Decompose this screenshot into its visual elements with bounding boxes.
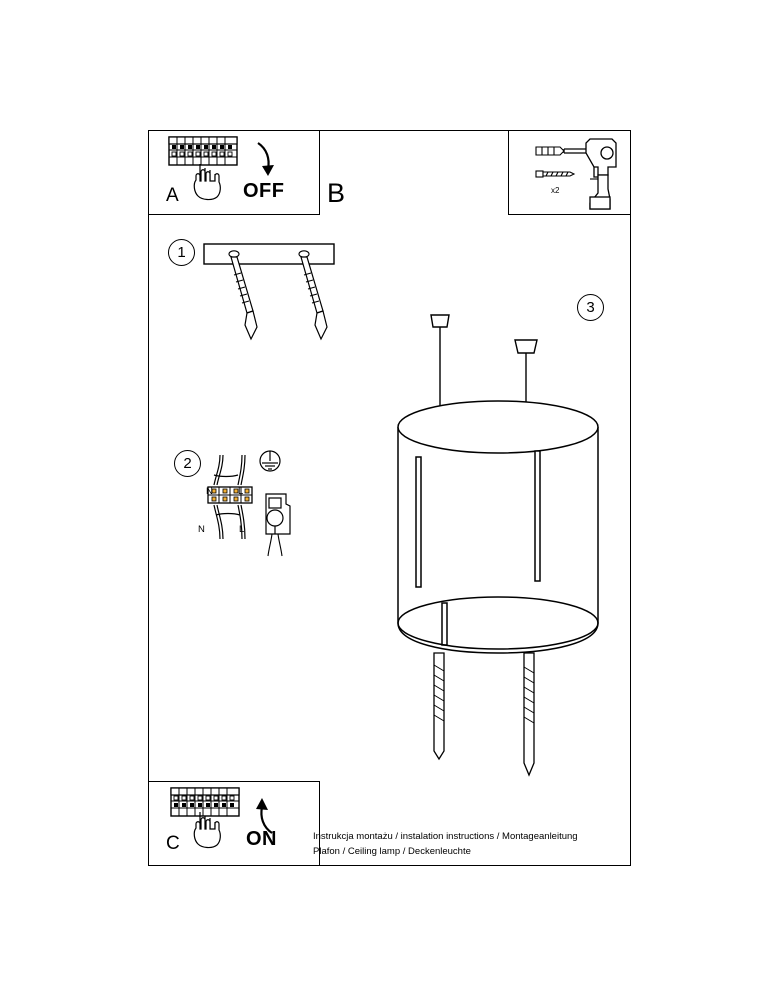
hand-icon-c [186, 810, 234, 852]
panel-a-state-label: OFF [243, 180, 285, 202]
arrow-down-curve-a [252, 140, 280, 180]
panel-a-letter: A [166, 185, 179, 206]
hand-icon-a [186, 162, 234, 204]
terminal-label-l-bottom: L [239, 524, 245, 535]
terminal-label-n-top: N [206, 486, 213, 497]
drill-and-wallplug-icon [524, 137, 626, 211]
footer-line-1: Instrukcja montażu / instalation instructions / Montageanleitung [313, 831, 578, 842]
cylinder-lamp-mounting-icon [385, 305, 625, 785]
step-1-number: 1 [177, 244, 186, 261]
lamp-socket-icon [256, 492, 296, 558]
panel-c-letter: C [166, 833, 180, 854]
step-2-number: 2 [183, 455, 192, 472]
footer-line-2: Plafon / Ceiling lamp / Deckenleuchte [313, 846, 471, 857]
drill-quantity-label: x2 [551, 186, 560, 195]
mounting-bracket-icon [203, 243, 368, 363]
step-3-number: 3 [586, 299, 595, 316]
step-2-badge [174, 450, 201, 477]
footer-text-block [313, 829, 578, 859]
terminal-label-l-top: L [238, 486, 244, 497]
panel-c-state-label: ON [246, 828, 277, 850]
terminal-label-n-bottom: N [198, 524, 205, 535]
step-1-badge [168, 239, 195, 266]
panel-b-letter: B [327, 178, 346, 208]
